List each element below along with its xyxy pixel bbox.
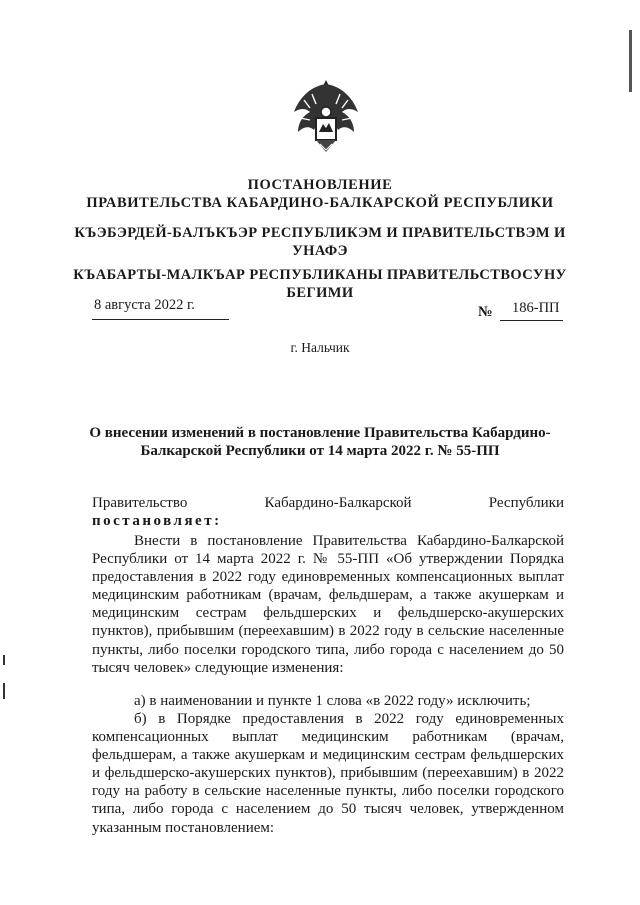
number-underline — [500, 320, 563, 321]
coat-of-arms-emblem — [290, 78, 362, 156]
paragraph-a: а) в наименовании и пункте 1 слова «в 2022 году» исключить; — [134, 693, 531, 709]
government-name-ru: ПРАВИТЕЛЬСТВА КАБАРДИНО-БАЛКАРСКОЙ РЕСПУБЛИКИ — [86, 195, 554, 211]
document-number: 186-ПП — [512, 300, 560, 316]
date-underline — [92, 319, 229, 320]
document-header — [60, 176, 580, 212]
resolves-word: постановляет: — [92, 513, 222, 529]
document-city: г. Нальчик — [290, 340, 350, 355]
paragraph-main: Внести в постановление Правительства Кабардино-Балкарской Республики от 14 марта 2022 г. № 55-ПП «Об утверждении Порядка предоставления в 2022 году единовременных компенсационных выплат медицинским работникам (врачам, фельдшерам, а также акушеркам и медицинским сестрам фельдшерских и фельдшерско-акушерских пунктов), прибывшим (переехавшим) в 2022 году в сельские населенные пункты, либо поселки городского типа, либо города с населением до 50 тысяч человек» следующие изменения: — [92, 533, 564, 676]
document-subject: О внесении изменений в постановление Правительства Кабардино-Балкарской Республики от 14 марта 2022 г. № 55-ПП — [89, 425, 551, 459]
number-sign: № — [478, 304, 493, 320]
government-name-kabardian: КЪЭБЭРДЕЙ-БАЛЪКЪЭР РЕСПУБЛИКЭМ И ПРАВИТЕЛЬСТВЭМ И УНАФЭ — [74, 225, 566, 259]
document-title: ПОСТАНОВЛЕНИЕ — [247, 177, 393, 193]
document-date: 8 августа 2022 г. — [94, 297, 195, 313]
intro-line: Правительство Кабардино-Балкарской Республики — [92, 495, 564, 511]
scan-edge-mark — [629, 30, 632, 92]
government-name-balkar: КЪАБАРТЫ-МАЛКЪАР РЕСПУБЛИКАНЫ ПРАВИТЕЛЬСТВОСУНУ БЕГИМИ — [73, 267, 567, 301]
scan-margin-mark — [3, 683, 5, 699]
paragraph-b: б) в Порядке предоставления в 2022 году единовременных компенсационных выплат медицинским работникам (врачам, фельдшерам, а также акушеркам и медицинским сестрам фельдшерских и фельдшерско-акушерских пунктов), прибывшим (переехавшим) в 2022 году на работу в сельские населенные пункты, либо поселки городского типа, либо города с населением до 50 тысяч человек, утвержденном указанным постановлением: — [92, 711, 564, 836]
scan-margin-mark — [3, 655, 5, 665]
